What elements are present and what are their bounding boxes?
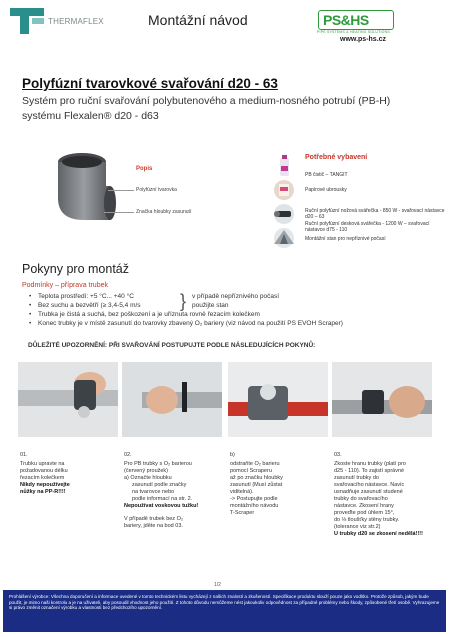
brace-icon: } [180, 291, 187, 311]
equipment-item: Papírové ubrousky [305, 187, 347, 193]
warning-text: DŮLEŽITÉ UPOZORNĚNÍ: PŘI SVAŘOVÁNÍ POSTUPUJTE PODLE NÁSLEDUJÍCÍCH POKYNŮ: [28, 342, 316, 349]
list-item: • Trubka je čistá a suchá, bez poškození a je uříznuta rovně řezacím kolečkem [38, 310, 438, 319]
page-number: 1/2 [214, 582, 221, 588]
depth-marking-photo [122, 362, 222, 437]
pipe-cutting-photo [18, 362, 118, 437]
paper-towels-icon [268, 178, 300, 202]
partner-url: www.ps-hs.cz [340, 36, 387, 43]
list-item: • Teplota prostředí: +5 °C... +40 °C [38, 292, 438, 301]
header [0, 0, 449, 50]
list-item: • Konec trubky je v místě zasunutí do tvarovky zbavený O₂ bariery (viz návod na použití PS EVOH Scraper) [38, 319, 438, 328]
tent-icon [268, 226, 300, 250]
description-heading: Popis [136, 166, 153, 172]
step-01: 01. Trubku upravte na požadovanou délku řezacím kolečkem Nikdy nepoužívejte nůžky na PP-R!!!! [20, 452, 70, 495]
page-subtitle: Systém pro ruční svařování polybutenového a medium-nosného potrubí (PB-H) systému Flexalen® d20 - d63 [22, 95, 391, 122]
equipment-heading: Potřebné vybavení [305, 154, 368, 161]
thermaflex-logo-icon [10, 8, 44, 34]
callout-depth-mark: Značka hloubky zasunutí [136, 209, 192, 215]
cleaner-bottle-icon [268, 154, 300, 178]
chamfer-photo [332, 362, 432, 437]
callout-line [108, 190, 134, 191]
equipment-item: Ruční polyfúzní nožová svářečka - 850 W - svařovací nástavce d20 – 63 [305, 208, 445, 220]
page-title: Polyfúzní tvarovkové svařování d20 - 63 [22, 76, 278, 91]
disclaimer-footer: Prohlášení výrobce: Všechna doporučení a informace uvedené v tomto technickém listu vycházejí z našich znalostí a zkušeností. Specifikace produktu slouží pouze jako vodítko. Protože způsob, jakým bude použit, je mimo naši kontrolu a je na uživateli, aby posoudil vhodnost jeho použití. Z tohoto důvodu nemůžeme nést jakoukoliv odpovědnost za případné problémy nebo škody, způsobené třetí osobě. Vyhrazujeme si právo změnit označení výrobku a vlastnosti bez předchozího upozornění. [3, 590, 446, 632]
welding-machine-icon [268, 202, 300, 226]
step-03: 03. Zkoste hranu trubky (platí pro d25 - 110). To zajistí správné zasunutí trubky do svařovacího nástavce. Navíc usnadňuje zasunutí studené trubky do svařovacího nástavce. Zkosení hrany proveďte pod úhlem 15°, do ⅛ tloušťky stěny trubky. (tolerance viz str.2) U trubky d20 se zkosení nedělá!!!! [334, 452, 423, 537]
callout-fitting: Polyfúzní tvarovka [136, 187, 177, 193]
instructions-heading: Pokyny pro montáž [22, 262, 129, 276]
list-item: • Bez suchu a bezvětří (≥ 3,4-5,4 m/s [38, 301, 438, 310]
equipment-item: Ruční polyfúzní desková svářečka - 1200 W – svařovací nástavce d75 - 110 [305, 221, 430, 233]
equipment-item: PB čistič – TANGIT [305, 172, 348, 178]
scraper-photo [228, 362, 328, 437]
step-02: 02. Pro PB trubky s O₂ barierou (červený proužek) a) Označte hloubku zasunutí podle značky na tvarovce nebo podle informací na str. 2. Nepoužívat voskovou tužku! V případě trubek bez O₂ bariery, jděte na bod 03. [124, 452, 199, 529]
partner-tagline: PIPE SYSTEMS & HEATING SOLUTIONS [317, 30, 390, 34]
conditions-heading: Podmínky – příprava trubek [22, 282, 108, 289]
partner-logo: PS&HS [318, 10, 394, 30]
callout-line [104, 212, 134, 213]
brand-name: THERMAFLEX [48, 17, 104, 26]
step-02b: b) odstraňte O₂ barieru pomocí Scraperu až po značku hloubky zasunutí (Musí zůstat viditelná). -> Postupujte podle montážního návodu T-Scraper [230, 452, 283, 516]
doc-title: Montážní návod [148, 12, 248, 28]
equipment-item: Montážní stan pro nepříznivé počasí [305, 236, 386, 242]
weather-note: v případě nepříznivého počasí použijte stan [192, 293, 280, 309]
